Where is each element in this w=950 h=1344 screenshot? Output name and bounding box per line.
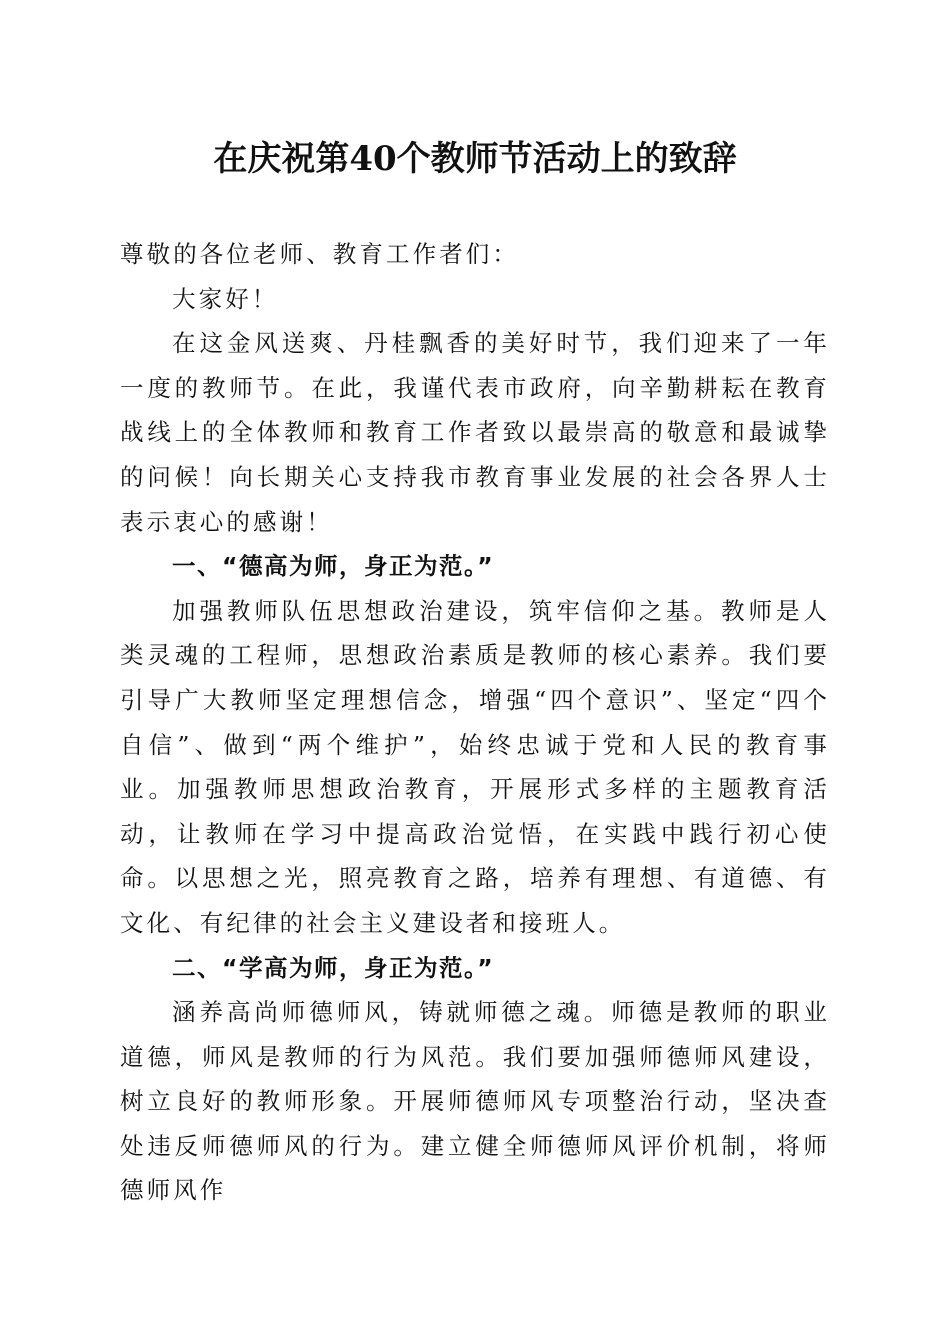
section-paragraph-1: 加强教师队伍思想政治建设，筑牢信仰之基。教师是人类灵魂的工程师，思想政治素质是教师的核心素养。我们要引导广大教师坚定理想信念，增强“四个意识”、坚定“四个自信”、做到“两个维护”，始终忠诚于党和人民的教育事业。加强教师思想政治教育，开展形式多样的主题教育活动，让教师在学习中提高政治觉悟，在实践中践行初心使命。以思想之光，照亮教育之路，培养有理想、有道德、有文化、有纪律的社会主义建设者和接班人。 (120, 596, 830, 937)
section-paragraph-2: 涵养高尚师德师风，铸就师德之魂。师德是教师的职业道德，师风是教师的行为风范。我们要加强师德师风建设，树立良好的教师形象。开展师德师风专项整治行动，坚决查处违反师德师风的行为。建立健全师德师风评价机制，将师德师风作 (120, 998, 830, 1205)
section-heading-2: 二、“学高为师，身正为范。” (172, 953, 495, 982)
section-heading-1: 一、“德高为师，身正为范。” (172, 552, 495, 581)
document-title: 在庆祝第40个教师节活动上的致辞 (213, 139, 737, 179)
greeting: 大家好！ (172, 284, 279, 313)
document-body (120, 232, 830, 1213)
salutation: 尊敬的各位老师、教育工作者们： (120, 240, 519, 268)
intro-paragraph: 在这金风送爽、丹桂飘香的美好时节，我们迎来了一年一度的教师节。在此，我谨代表市政府，向辛勤耕耘在教育战线上的全体教师和教育工作者致以最崇高的敬意和最诚挚的问候！向长期关心支持我市教育事业发展的社会各界人士表示衷心的感谢！ (120, 329, 830, 536)
